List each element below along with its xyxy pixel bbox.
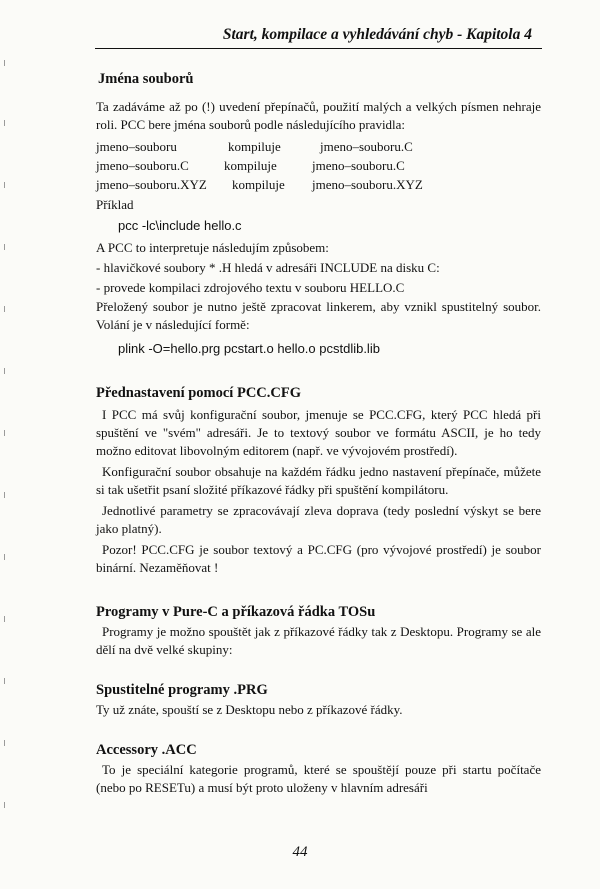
- running-header: Start, kompilace a vyhledávání chyb - Kapitola 4: [222, 26, 532, 43]
- paragraph: Programy je možno spouštět jak z příkazové řádky tak z Desktopu. Programy se ale dělí na dvě velké skupiny:: [96, 624, 541, 657]
- rule-row: [96, 175, 541, 194]
- paragraph: Pozor! PCC.CFG je soubor textový a PC.CFG (pro vývojové prostředí) je soubor binární. Nezaměňovat !: [96, 542, 541, 575]
- example-command: pcc -lc\include hello.c: [118, 218, 242, 233]
- paragraph: Ty už znáte, spouští se z Desktopu nebo z příkazové řádky.: [96, 702, 403, 717]
- paragraph: To je speciální kategorie programů, které se spouštějí pouze při startu počítače (nebo po RESETu) a musí být proto uloženy v hlavním adresáři: [96, 762, 541, 795]
- paragraph: Konfigurační soubor obsahuje na každém řádku jedno nastavení přepínače, můžete si tak ušetřit psaní složité příkazové řádky při spuštění kompilátoru.: [96, 464, 541, 497]
- linker-command: plink -O=hello.prg pcstart.o hello.o pcstdlib.lib: [118, 341, 380, 356]
- rule-name: jmeno–souboru.XYZ: [96, 177, 207, 192]
- section-heading-pcc-cfg: Přednastavení pomocí PCC.CFG: [96, 385, 301, 401]
- rule-row: [96, 156, 541, 175]
- rule-action: kompiluje: [228, 139, 281, 154]
- page-content: [96, 70, 541, 797]
- bullet-item: - provede kompilaci zdrojového textu v souboru HELLO.C: [96, 280, 405, 295]
- section-heading-acc: Accessory .ACC: [96, 742, 197, 758]
- section-heading-file-names: Jména souborů: [98, 71, 194, 87]
- page-number: 44: [292, 844, 308, 860]
- paragraph: Ta zadáváme až po (!) uvedení přepínačů, použití malých a velkých písmen nehraje roli. PCC bere jména souborů podle následujícího pravidla:: [96, 99, 541, 132]
- rule-name: jmeno–souboru: [96, 139, 177, 154]
- paragraph: Jednotlivé parametry se zpracovávají zleva doprava (tedy poslední výskyt se bere jako platný).: [96, 503, 541, 536]
- rule-row: [96, 137, 541, 156]
- rule-action: kompiluje: [224, 158, 277, 173]
- rule-action: kompiluje: [232, 177, 285, 192]
- paragraph: I PCC má svůj konfigurační soubor, jmenuje se PCC.CFG, který PCC hledá při spuštění ve "svém" adresáři. Je to textový soubor ve formátu ASCII, je ho tedy možno editovat libovolným editorem (např. ve vývojovém prostředí).: [96, 407, 541, 458]
- rule-target: jmeno–souboru.C: [320, 139, 413, 154]
- section-heading-prg: Spustitelné programy .PRG: [96, 682, 268, 698]
- paragraph: Přeložený soubor je nutno ještě zpracovat linkerem, aby vznikl spustitelný soubor. Volání je v následující formě:: [96, 299, 541, 332]
- bullet-item: - hlavičkové soubory * .H hledá v adresáři INCLUDE na disku C:: [96, 260, 440, 275]
- example-label: Příklad: [96, 197, 134, 212]
- section-heading-pure-c-programs: Programy v Pure-C a příkazová řádka TOSu: [96, 604, 376, 620]
- header-rule: [95, 48, 542, 49]
- rule-target: jmeno–souboru.C: [312, 158, 405, 173]
- paragraph: A PCC to interpretuje následujím způsobem:: [96, 240, 329, 255]
- rule-target: jmeno–souboru.XYZ: [312, 177, 423, 192]
- filename-rules: [96, 137, 541, 194]
- scan-edge-marks: [4, 60, 10, 840]
- rule-name: jmeno–souboru.C: [96, 158, 189, 173]
